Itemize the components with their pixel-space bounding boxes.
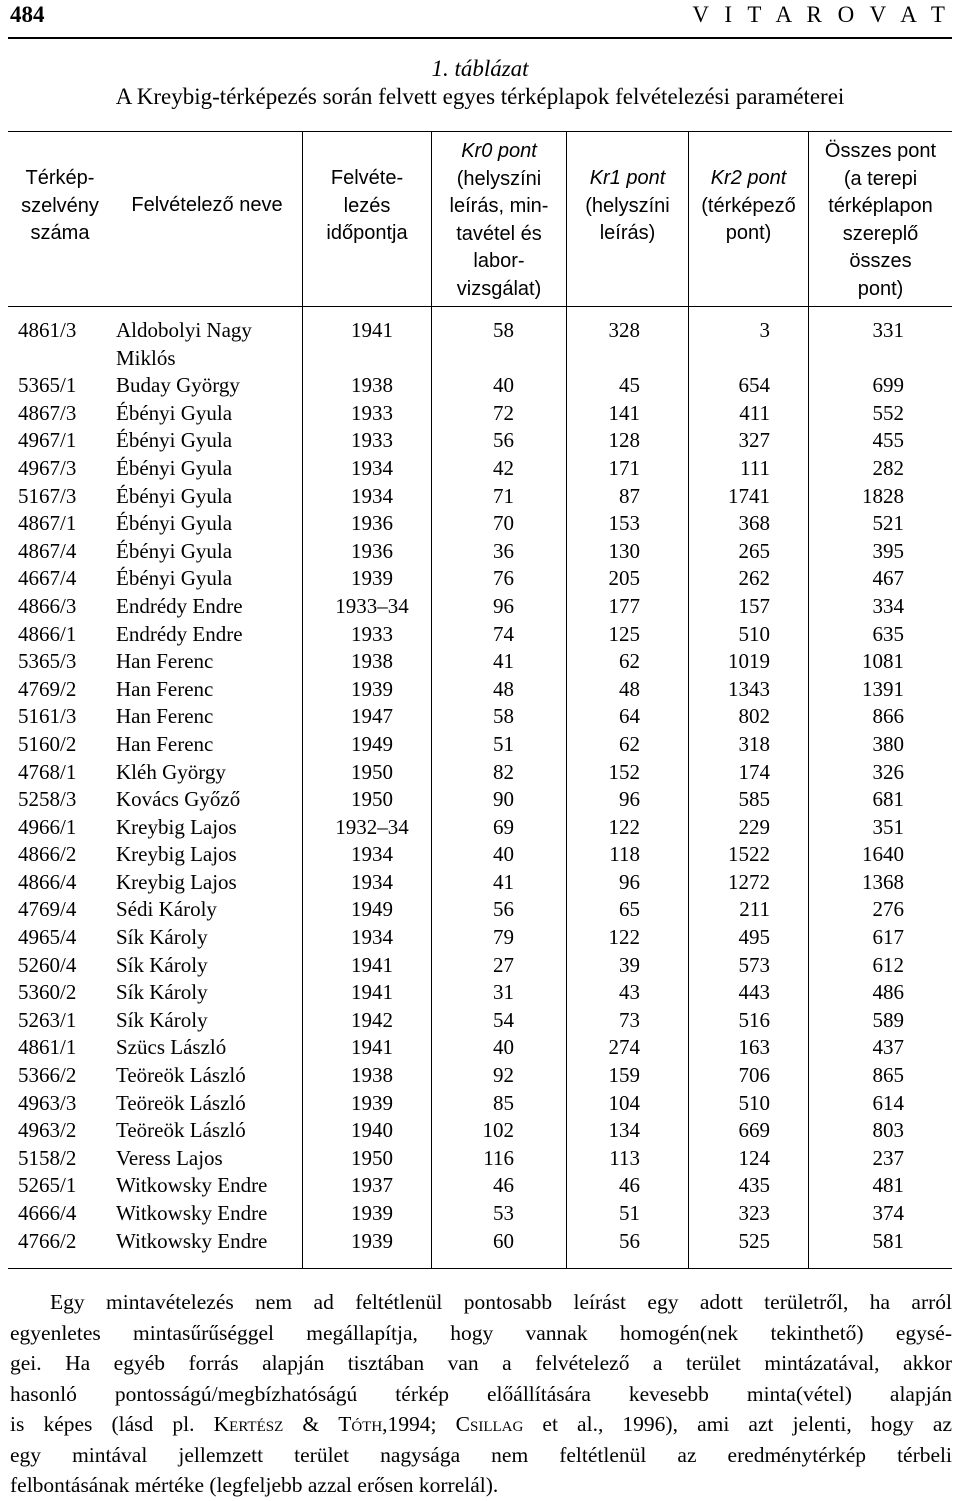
cell-kr2: 318: [738, 731, 770, 756]
cell-map-sheet: 4966/1: [18, 814, 77, 839]
cell-map-sheet: 4666/4: [18, 1201, 77, 1225]
cell-kr2: 174: [738, 759, 770, 784]
cell-kr0: 102: [482, 1118, 514, 1143]
cell-kr0: 79: [493, 925, 514, 950]
cell-kr2: 323: [738, 1201, 770, 1225]
cell-surveyor-name: Ébényi Gyula: [116, 455, 233, 480]
cell-survey-date: 1938: [351, 1063, 393, 1088]
cell-survey-date: 1950: [351, 759, 393, 784]
cell-survey-date: 1934: [351, 842, 393, 867]
citation-author: Tóth: [338, 1412, 383, 1436]
table-row: [0, 1200, 960, 1228]
cell-survey-date: 1939: [351, 676, 393, 701]
cell-map-sheet: 4965/4: [18, 925, 77, 950]
cell-surveyor-name: Ébényi Gyula: [116, 483, 233, 508]
table-row: [0, 510, 960, 538]
cell-kr1: 113: [609, 1145, 640, 1170]
cell-kr1: 56: [619, 1228, 640, 1253]
cell-kr1: 73: [619, 1007, 640, 1032]
cell-survey-date: 1939: [351, 1201, 393, 1225]
cell-kr2: 1741: [728, 483, 770, 508]
cell-kr0: 58: [493, 318, 514, 342]
cell-total: 380: [872, 731, 904, 756]
table-row: [0, 372, 960, 400]
cell-map-sheet: 5265/1: [18, 1173, 77, 1198]
header-total: Összes pont (a terepi térképlapon szereplő összes pont): [824, 140, 937, 300]
cell-total: 589: [872, 1007, 904, 1032]
cell-total: 699: [872, 373, 904, 398]
table-row: [0, 1034, 960, 1062]
cell-map-sheet: 4769/2: [18, 676, 77, 701]
cell-kr0: 74: [493, 621, 514, 646]
cell-total: 276: [872, 897, 904, 922]
cell-survey-date: 1934: [351, 869, 393, 894]
cell-kr1: 177: [608, 593, 640, 618]
cell-kr1: 104: [608, 1090, 640, 1115]
cell-survey-date: 1933: [351, 400, 393, 425]
cell-kr2: 265: [738, 538, 770, 563]
cell-kr0: 40: [493, 373, 514, 398]
cell-surveyor-name: Buday György: [116, 373, 240, 398]
cell-total: 334: [872, 593, 904, 618]
table-row: [0, 924, 960, 952]
cell-survey-date: 1934: [351, 925, 393, 950]
cell-kr1: 205: [608, 566, 640, 591]
cell-surveyor-name: Teöreök László: [116, 1118, 246, 1143]
cell-kr2: 802: [738, 704, 770, 729]
cell-kr2: 516: [738, 1007, 770, 1032]
cell-map-sheet: 4867/1: [18, 511, 77, 536]
cell-kr1: 62: [619, 731, 640, 756]
table-row: [0, 786, 960, 814]
cell-kr1: 64: [619, 704, 640, 729]
cell-kr1: 171: [608, 455, 640, 480]
cell-map-sheet: 5260/4: [18, 952, 77, 977]
paragraph-line: is képes (lásd pl. Kertész & Tóth,1994; Csillag et al., 1996), ami azt jelenti, hogy az: [10, 1412, 952, 1436]
cell-kr1: 122: [608, 925, 640, 950]
cell-total: 455: [872, 428, 904, 453]
cell-surveyor-name: Sík Károly: [116, 980, 208, 1005]
cell-surveyor-name: Ébényi Gyula: [116, 511, 233, 536]
page-header: [10, 0, 950, 36]
cell-total: 681: [872, 787, 904, 812]
table-row: [0, 317, 960, 372]
header-map-sheet: Térkép- szelvény száma: [21, 167, 99, 244]
cell-kr0: 31: [493, 980, 514, 1005]
cell-kr2: 111: [740, 455, 770, 480]
cell-kr1: 122: [608, 814, 640, 839]
cell-surveyor-name: Sík Károly: [116, 1007, 208, 1032]
cell-surveyor-name: Witkowsky Endre: [116, 1173, 268, 1198]
cell-kr2: 443: [738, 980, 770, 1005]
cell-kr0: 41: [493, 869, 514, 894]
cell-surveyor-name: Ébényi Gyula: [116, 400, 233, 425]
citation-author: Csillag: [455, 1412, 524, 1436]
cell-map-sheet: 4866/4: [18, 869, 77, 894]
cell-survey-date: 1938: [351, 649, 393, 674]
cell-kr2: 157: [738, 593, 770, 618]
cell-map-sheet: 4967/1: [18, 428, 77, 453]
cell-kr1: 134: [608, 1118, 640, 1143]
cell-total: 282: [872, 455, 904, 480]
cell-total: 1828: [862, 483, 904, 508]
cell-kr2: 510: [738, 621, 770, 646]
cell-survey-date: 1947: [351, 704, 393, 729]
cell-kr0: 116: [483, 1145, 514, 1170]
cell-kr2: 525: [738, 1228, 770, 1253]
cell-kr1: 87: [619, 483, 640, 508]
cell-kr1: 141: [608, 400, 640, 425]
table-row: [0, 896, 960, 924]
cell-kr0: 41: [493, 649, 514, 674]
table-row: [0, 869, 960, 897]
header-kr1: Kr1 pont (helyszíni leírás): [585, 167, 670, 244]
cell-kr2: 327: [738, 428, 770, 453]
cell-surveyor-name: Ébényi Gyula: [116, 428, 233, 453]
cell-surveyor-name: Teöreök László: [116, 1090, 246, 1115]
cell-surveyor-name: Han Ferenc: [116, 649, 214, 674]
cell-kr2: 1343: [728, 676, 770, 701]
header-kr2: Kr2 pont (térképező pont): [701, 167, 796, 244]
table-row: [0, 455, 960, 483]
page-number: 484: [10, 2, 45, 27]
paragraph-line: felbontásának mértéke (legfeljebb azzal erősen korrelál).: [10, 1473, 499, 1497]
cell-map-sheet: 4861/3: [18, 318, 77, 342]
table-body: [0, 317, 960, 1255]
cell-map-sheet: 4769/4: [18, 897, 77, 922]
cell-kr2: 368: [738, 511, 770, 536]
cell-map-sheet: 5160/2: [18, 731, 77, 756]
cell-survey-date: 1941: [351, 318, 393, 342]
cell-kr2: 1272: [728, 869, 770, 894]
cell-kr0: 46: [493, 1173, 514, 1198]
cell-kr1: 153: [608, 511, 640, 536]
table-row: [0, 1172, 960, 1200]
cell-kr1: 130: [608, 538, 640, 563]
cell-map-sheet: 4866/2: [18, 842, 77, 867]
cell-kr2: 1019: [728, 649, 770, 674]
cell-map-sheet: 5365/3: [18, 649, 77, 674]
cell-map-sheet: 4867/4: [18, 538, 77, 563]
cell-kr0: 27: [493, 952, 514, 977]
cell-kr2: 3: [759, 318, 770, 342]
cell-total: 1081: [862, 649, 904, 674]
cell-map-sheet: 5167/3: [18, 483, 77, 508]
table-row: [0, 731, 960, 759]
cell-map-sheet: 4766/2: [18, 1228, 77, 1253]
table-top-rule: [8, 131, 952, 132]
table-bottom-rule: [8, 1268, 952, 1269]
cell-kr2: 229: [738, 814, 770, 839]
cell-total: 437: [872, 1035, 904, 1060]
cell-kr2: 211: [739, 897, 770, 922]
cell-kr0: 36: [493, 538, 514, 563]
cell-survey-date: 1933: [351, 428, 393, 453]
cell-kr2: 411: [739, 400, 770, 425]
table-header-rule: [8, 306, 952, 307]
cell-surveyor-name: Kreybig Lajos: [116, 869, 237, 894]
cell-kr0: 53: [493, 1201, 514, 1225]
cell-total: 1640: [862, 842, 904, 867]
cell-kr0: 48: [493, 676, 514, 701]
paragraph-line: gei. Ha egyéb forrás alapján tisztában van a felvételező a terület mintázatával, akkor: [10, 1351, 952, 1375]
cell-map-sheet: 4667/4: [18, 566, 77, 591]
cell-map-sheet: 5158/2: [18, 1145, 77, 1170]
cell-total: 614: [872, 1090, 904, 1115]
header-kr0: Kr0 pont (helyszíni leírás, min- tavétel és labor- vizsgálat): [449, 140, 549, 300]
body-paragraph: [10, 1287, 952, 1501]
cell-total: 866: [872, 704, 904, 729]
cell-total: 374: [872, 1201, 904, 1225]
cell-survey-date: 1949: [351, 731, 393, 756]
cell-total: 803: [872, 1118, 904, 1143]
citation-author: Kertész: [213, 1412, 284, 1436]
cell-kr1: 159: [608, 1063, 640, 1088]
cell-survey-date: 1942: [351, 1007, 393, 1032]
cell-surveyor-name: Endrédy Endre: [116, 593, 243, 618]
cell-kr1: 43: [619, 980, 640, 1005]
cell-total: 351: [872, 814, 904, 839]
cell-surveyor-name: Kovács Győző: [116, 787, 241, 812]
cell-map-sheet: 5263/1: [18, 1007, 77, 1032]
cell-kr0: 71: [493, 483, 514, 508]
cell-kr0: 40: [493, 842, 514, 867]
table-row: [0, 648, 960, 676]
cell-survey-date: 1941: [351, 952, 393, 977]
cell-surveyor-name: Han Ferenc: [116, 676, 214, 701]
table-row: [0, 593, 960, 621]
table-row: [0, 759, 960, 787]
cell-kr0: 72: [493, 400, 514, 425]
cell-kr0: 58: [493, 704, 514, 729]
cell-total: 635: [872, 621, 904, 646]
cell-map-sheet: 5365/1: [18, 373, 77, 398]
cell-map-sheet: 5258/3: [18, 787, 77, 812]
cell-kr1: 125: [608, 621, 640, 646]
cell-survey-date: 1941: [351, 1035, 393, 1060]
cell-survey-date: 1932–34: [335, 814, 409, 839]
table-row: [0, 565, 960, 593]
cell-surveyor-name: Teöreök László: [116, 1063, 246, 1088]
cell-survey-date: 1950: [351, 787, 393, 812]
cell-kr2: 669: [738, 1118, 770, 1143]
paragraph-line: egyenletes mintasűrűséggel megállapítja, hogy vannak homogén(nek tekinthető) egysé-: [10, 1320, 952, 1345]
cell-survey-date: 1933–34: [335, 593, 409, 618]
cell-surveyor-name: Ébényi Gyula: [116, 538, 233, 563]
cell-total: 481: [872, 1173, 904, 1198]
cell-kr2: 163: [738, 1035, 770, 1060]
cell-total: 865: [872, 1063, 904, 1088]
cell-kr1: 45: [619, 373, 640, 398]
cell-total: 1391: [862, 676, 904, 701]
cell-kr0: 85: [493, 1090, 514, 1115]
header-surveyor-name: Felvételező neve: [131, 194, 283, 216]
cell-kr2: 1522: [728, 842, 770, 867]
cell-map-sheet: 5161/3: [18, 704, 77, 729]
cell-kr2: 654: [738, 373, 770, 398]
cell-kr0: 76: [493, 566, 514, 591]
cell-total: 326: [872, 759, 904, 784]
cell-kr0: 92: [493, 1063, 514, 1088]
cell-kr1: 328: [608, 318, 640, 342]
cell-kr0: 90: [493, 787, 514, 812]
cell-kr2: 706: [738, 1063, 770, 1088]
cell-map-sheet: 4768/1: [18, 759, 77, 784]
cell-surveyor-name: Han Ferenc: [116, 731, 214, 756]
cell-survey-date: 1936: [351, 538, 393, 563]
cell-total: 552: [872, 400, 904, 425]
table-row: [0, 538, 960, 566]
table-row: [0, 979, 960, 1007]
table-row: [0, 1145, 960, 1173]
cell-map-sheet: 5366/2: [18, 1063, 77, 1088]
table-row: [0, 676, 960, 704]
cell-surveyor-name: Sík Károly: [116, 925, 208, 950]
cell-total: 237: [872, 1145, 904, 1170]
cell-total: 617: [872, 925, 904, 950]
paragraph-line: hasonló pontosságú/megbízhatóságú térkép előállítására kevesebb minta(vétel) alapján: [10, 1381, 952, 1406]
running-title: V I T A R O V A T: [692, 2, 950, 27]
cell-map-sheet: 4963/3: [18, 1090, 77, 1115]
cell-kr1: 39: [619, 952, 640, 977]
cell-total: 581: [872, 1228, 904, 1253]
cell-surveyor-name: Ébényi Gyula: [116, 566, 233, 591]
cell-survey-date: 1941: [351, 980, 393, 1005]
cell-kr1: 118: [609, 842, 640, 867]
cell-kr2: 573: [738, 952, 770, 977]
cell-kr0: 42: [493, 455, 514, 480]
cell-kr1: 128: [608, 428, 640, 453]
cell-survey-date: 1950: [351, 1145, 393, 1170]
cell-total: 1368: [862, 869, 904, 894]
cell-survey-date: 1939: [351, 1228, 393, 1253]
cell-kr2: 124: [738, 1145, 770, 1170]
table-row: [0, 1117, 960, 1145]
table-label: 1. táblázat: [431, 56, 529, 81]
cell-total: 467: [872, 566, 904, 591]
header-survey-date: Felvéte- lezés időpontja: [326, 167, 408, 244]
table-row: [0, 1228, 960, 1256]
cell-map-sheet: 4861/1: [18, 1035, 77, 1060]
cell-map-sheet: 4866/3: [18, 593, 77, 618]
table-row: [0, 483, 960, 511]
table-row: [0, 841, 960, 869]
cell-kr2: 510: [738, 1090, 770, 1115]
cell-kr0: 69: [493, 814, 514, 839]
table-row: [0, 814, 960, 842]
cell-kr2: 585: [738, 787, 770, 812]
cell-map-sheet: 4866/1: [18, 621, 77, 646]
cell-total: 612: [872, 952, 904, 977]
table-row: [0, 1007, 960, 1035]
header-rule: [8, 37, 952, 39]
cell-kr2: 435: [738, 1173, 770, 1198]
cell-survey-date: 1939: [351, 566, 393, 591]
cell-kr2: 262: [738, 566, 770, 591]
cell-kr0: 82: [493, 759, 514, 784]
cell-surveyor-name: Witkowsky Endre: [116, 1228, 268, 1253]
cell-kr0: 96: [493, 593, 514, 618]
cell-kr1: 46: [619, 1173, 640, 1198]
paragraph-line: Egy mintavételezés nem ad feltétlenül pontosabb leírást egy adott területről, ha arról: [50, 1290, 952, 1314]
cell-map-sheet: 4867/3: [18, 400, 77, 425]
cell-surveyor-name: Veress Lajos: [116, 1145, 223, 1170]
cell-kr0: 40: [493, 1035, 514, 1060]
cell-kr0: 60: [493, 1228, 514, 1253]
cell-kr1: 96: [619, 787, 640, 812]
cell-kr0: 54: [493, 1007, 514, 1032]
cell-survey-date: 1938: [351, 373, 393, 398]
cell-survey-date: 1949: [351, 897, 393, 922]
cell-kr0: 56: [493, 428, 514, 453]
cell-kr0: 51: [493, 731, 514, 756]
cell-kr1: 48: [619, 676, 640, 701]
cell-surveyor-name: Sédi Károly: [116, 897, 217, 922]
cell-kr1: 152: [608, 759, 640, 784]
table-row: [0, 1090, 960, 1118]
cell-surveyor-name: Szücs László: [116, 1035, 227, 1060]
cell-map-sheet: 5360/2: [18, 980, 77, 1005]
table-title: A Kreybig-térképezés során felvett egyes térképlapok felvételezési paraméterei: [115, 84, 845, 109]
cell-surveyor-name: Witkowsky Endre: [116, 1201, 268, 1225]
table-row: [0, 1062, 960, 1090]
cell-surveyor-name: Kreybig Lajos: [116, 842, 237, 867]
cell-surveyor-name: Kreybig Lajos: [116, 814, 237, 839]
paragraph-line: egy mintával jellemzett terület nagysága nem feltétlenül az eredménytérkép térbeli: [10, 1442, 952, 1467]
cell-kr0: 56: [493, 897, 514, 922]
table-row: [0, 427, 960, 455]
table-row: [0, 400, 960, 428]
cell-surveyor-name: Aldobolyi Nagy Miklós: [116, 318, 252, 370]
cell-kr1: 51: [619, 1201, 640, 1225]
cell-kr2: 495: [738, 925, 770, 950]
cell-total: 521: [872, 511, 904, 536]
cell-map-sheet: 4967/3: [18, 455, 77, 480]
cell-surveyor-name: Kléh György: [116, 759, 226, 784]
cell-total: 331: [872, 318, 904, 342]
cell-kr1: 274: [608, 1035, 640, 1060]
cell-map-sheet: 4963/2: [18, 1118, 77, 1143]
cell-kr1: 96: [619, 869, 640, 894]
cell-surveyor-name: Endrédy Endre: [116, 621, 243, 646]
table-row: [0, 952, 960, 980]
cell-survey-date: 1934: [351, 455, 393, 480]
cell-survey-date: 1940: [351, 1118, 393, 1143]
cell-survey-date: 1939: [351, 1090, 393, 1115]
cell-survey-date: 1933: [351, 621, 393, 646]
table-row: [0, 703, 960, 731]
cell-survey-date: 1936: [351, 511, 393, 536]
cell-surveyor-name: Sík Károly: [116, 952, 208, 977]
cell-total: 395: [872, 538, 904, 563]
cell-survey-date: 1937: [351, 1173, 393, 1198]
cell-survey-date: 1934: [351, 483, 393, 508]
cell-kr1: 62: [619, 649, 640, 674]
cell-total: 486: [872, 980, 904, 1005]
cell-kr1: 65: [619, 897, 640, 922]
table-row: [0, 621, 960, 649]
cell-kr0: 70: [493, 511, 514, 536]
cell-surveyor-name: Han Ferenc: [116, 704, 214, 729]
